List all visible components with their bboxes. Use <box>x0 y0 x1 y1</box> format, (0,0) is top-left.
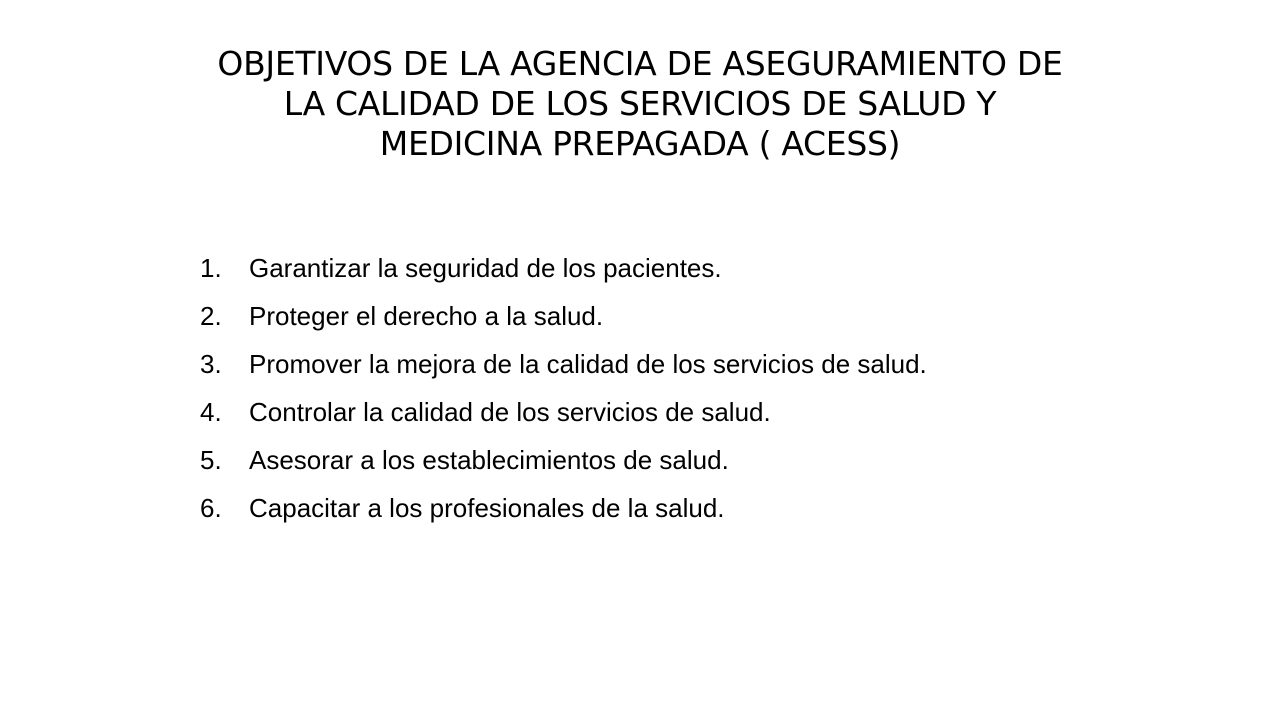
list-item-number: 2. <box>200 301 222 331</box>
list-item <box>200 248 1100 296</box>
list-item-text: Controlar la calidad de los servicios de salud. <box>249 397 771 427</box>
list-item <box>200 392 1100 440</box>
list-item <box>200 296 1100 344</box>
list-item-text: Promover la mejora de la calidad de los servicios de salud. <box>249 349 927 379</box>
list-item-number: 5. <box>200 445 222 475</box>
slide-title <box>160 44 1120 164</box>
slide-title-line: MEDICINA PREPAGADA ( ACESS) <box>379 124 901 163</box>
slide-title-line: OBJETIVOS DE LA AGENCIA DE ASEGURAMIENTO DE <box>217 44 1063 83</box>
list-item-text: Proteger el derecho a la salud. <box>249 301 604 331</box>
list-item-text: Asesorar a los establecimientos de salud. <box>249 445 729 475</box>
list-item <box>200 440 1100 488</box>
list-item-text: Capacitar a los profesionales de la salud. <box>249 493 725 523</box>
objectives-list <box>200 248 1100 536</box>
list-item-number: 6. <box>200 493 222 523</box>
slide-title-line: LA CALIDAD DE LOS SERVICIOS DE SALUD Y <box>283 84 997 123</box>
list-item-number: 4. <box>200 397 222 427</box>
list-item-number: 1. <box>200 253 222 283</box>
list-item-number: 3. <box>200 349 222 379</box>
list-item-text: Garantizar la seguridad de los pacientes. <box>249 253 722 283</box>
list-item <box>200 488 1100 536</box>
list-item <box>200 344 1100 392</box>
